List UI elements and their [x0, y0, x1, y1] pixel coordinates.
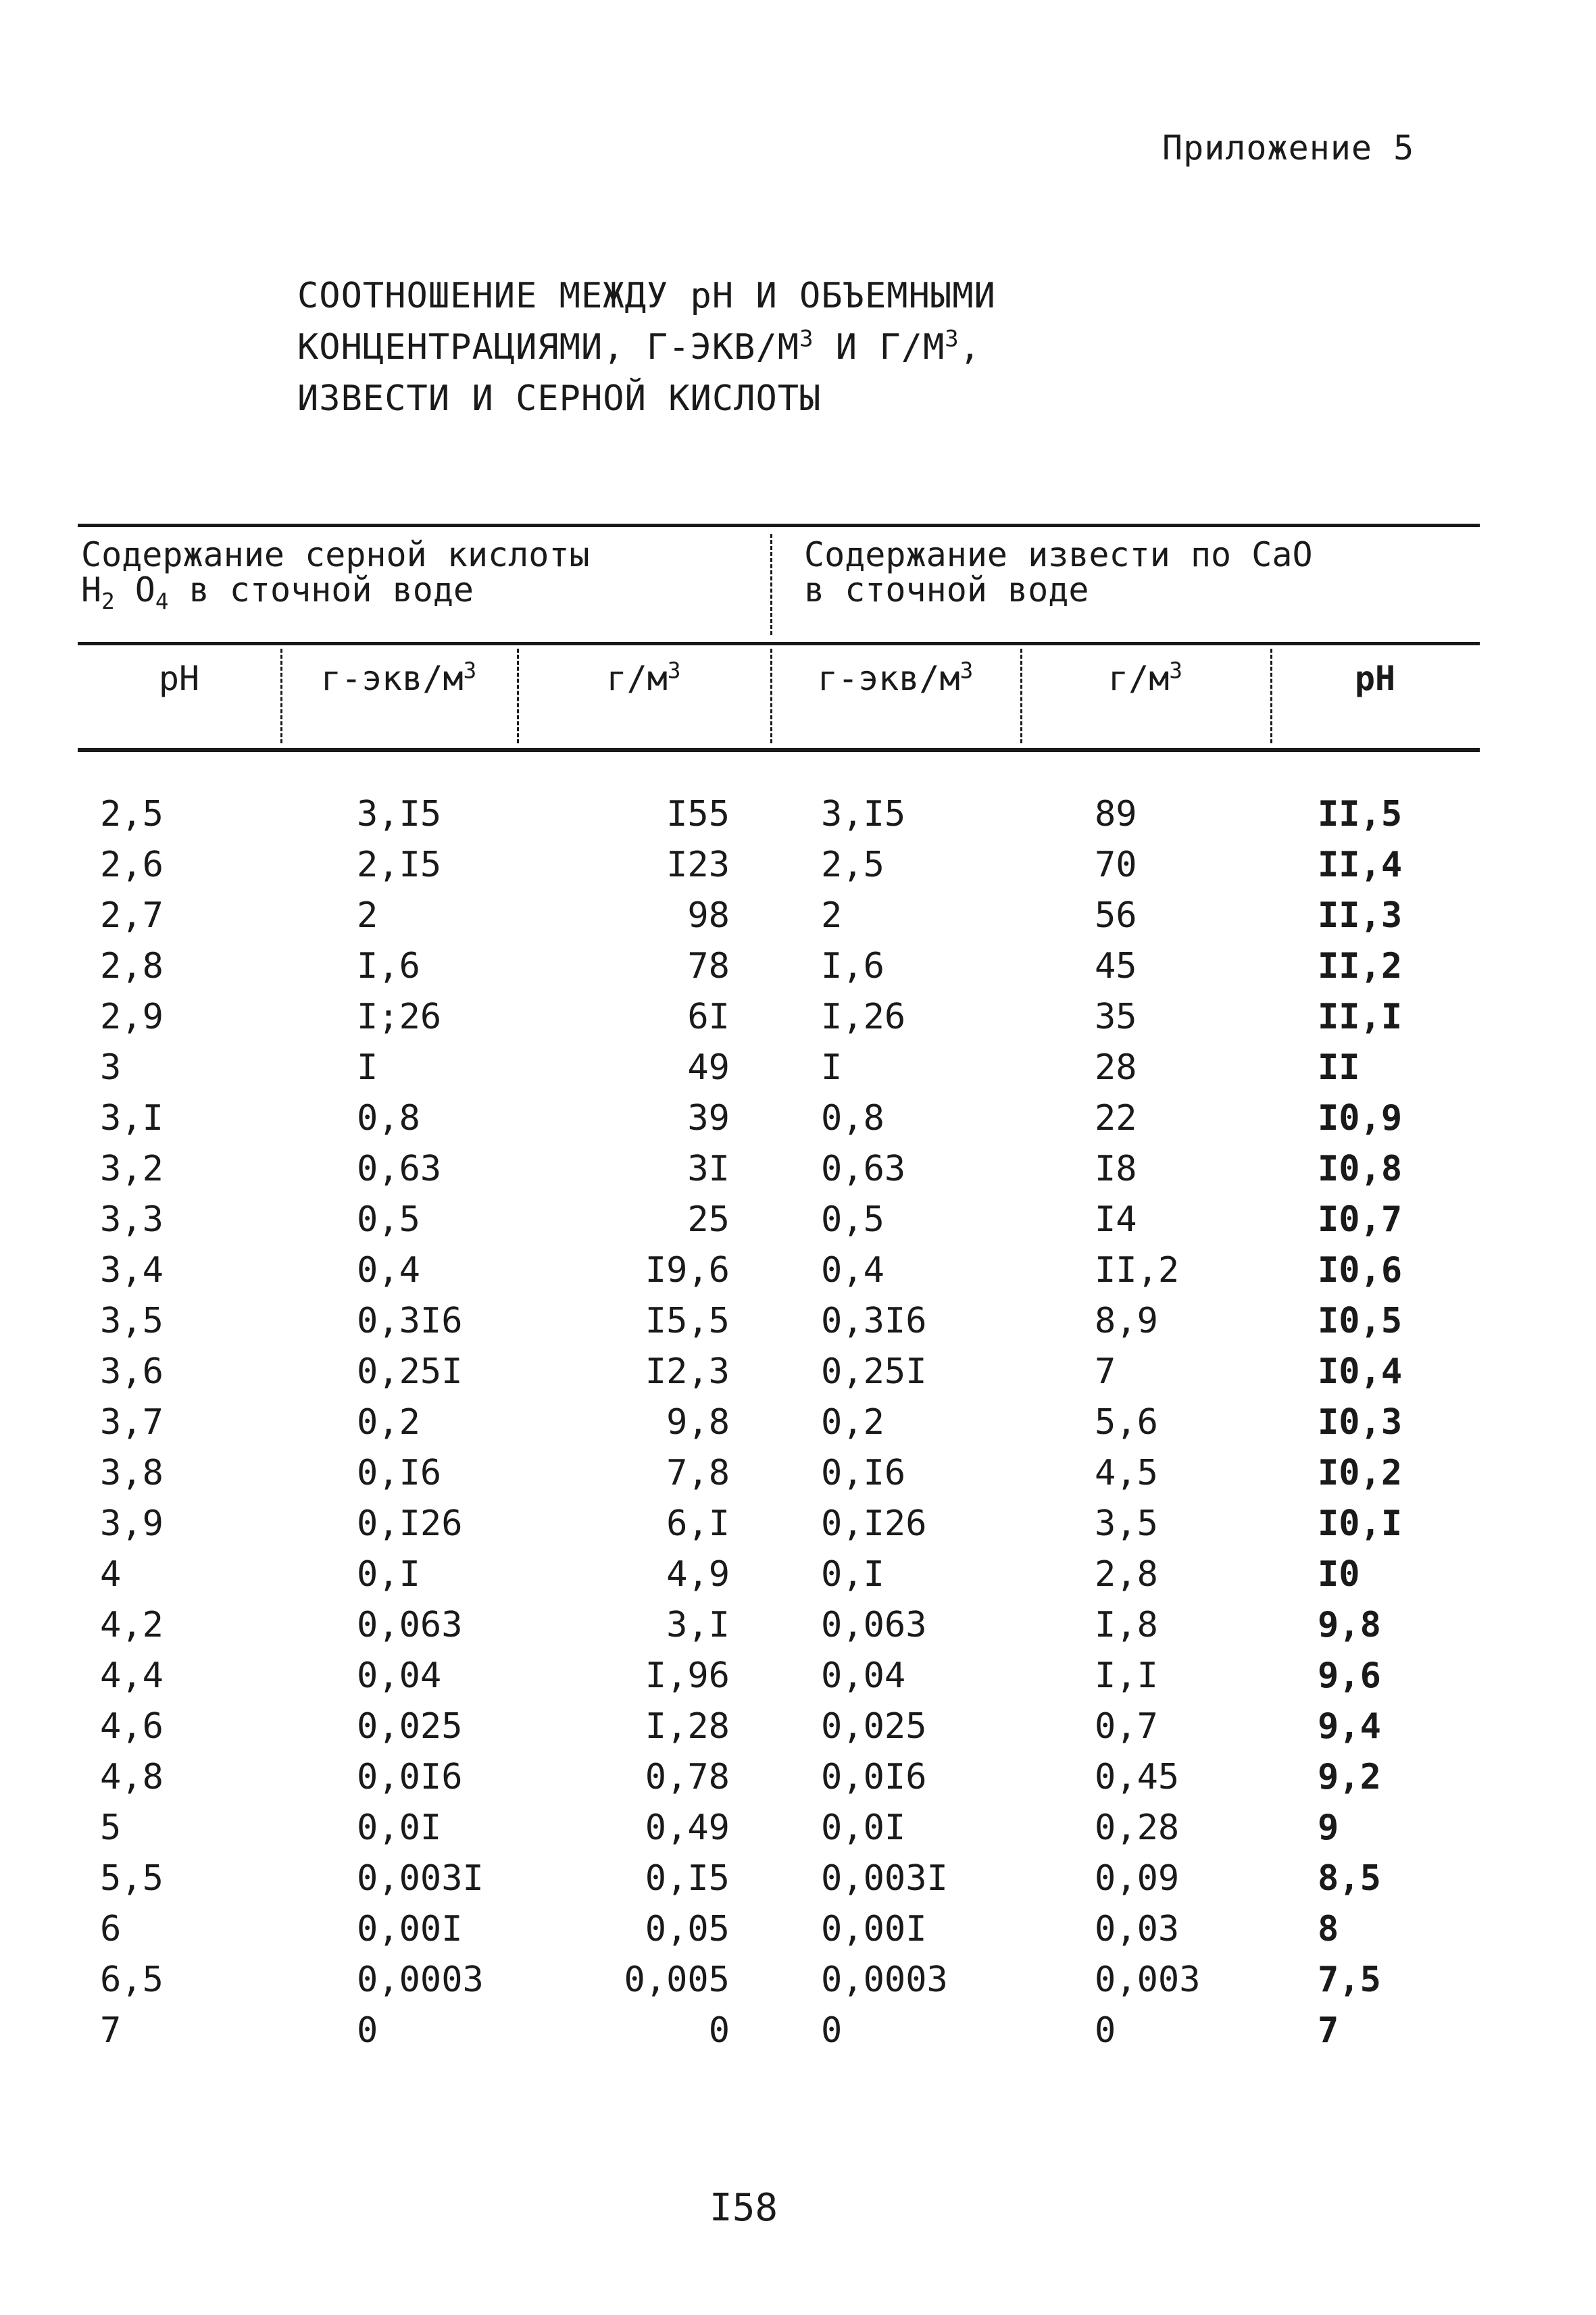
cell-g-acid: 9,8 — [666, 1402, 730, 1443]
cell-geq-lime: 0,I — [821, 1554, 884, 1595]
table-row — [0, 1904, 1596, 1955]
cell-g-lime: 8,9 — [1095, 1301, 1158, 1341]
cell-geq-lime: I,6 — [821, 946, 884, 987]
cell-geq-acid: 0,063 — [357, 1605, 463, 1645]
cell-geq-lime: 0,025 — [821, 1706, 927, 1747]
cell-ph-lime: 8 — [1318, 1909, 1339, 1949]
table-row — [0, 1144, 1596, 1195]
cell-g-acid: I,28 — [645, 1706, 730, 1747]
table-row — [0, 992, 1596, 1043]
cell-geq-lime: 0,063 — [821, 1605, 927, 1645]
cell-geq-lime: 3,I5 — [821, 794, 906, 835]
cell-g-lime: 4,5 — [1095, 1453, 1158, 1493]
table-row — [0, 1955, 1596, 2006]
cell-ph-acid: 2,5 — [100, 794, 164, 835]
column-header-ph-acid: pH — [158, 659, 200, 698]
column-header-ph-lime: pH — [1354, 659, 1396, 698]
cell-ph-acid: 2,8 — [100, 946, 164, 987]
cell-ph-acid: 2,7 — [100, 895, 164, 936]
cell-geq-acid: I — [357, 1047, 378, 1088]
cell-ph-acid: 3,2 — [100, 1149, 164, 1189]
cell-geq-lime: 0,0003 — [821, 1960, 948, 2000]
cell-ph-acid: 2,6 — [100, 845, 164, 885]
table-row — [0, 891, 1596, 941]
document-title — [297, 270, 1243, 424]
table-row — [0, 1397, 1596, 1448]
cell-ph-lime: I0,6 — [1318, 1250, 1403, 1291]
cell-geq-acid: 0,3I6 — [357, 1301, 463, 1341]
cell-g-acid: 6,I — [666, 1503, 730, 1544]
table-row — [0, 1600, 1596, 1651]
cell-ph-lime: I0,5 — [1318, 1301, 1403, 1341]
cell-ph-lime: 9,2 — [1318, 1757, 1381, 1797]
table-row — [0, 1043, 1596, 1093]
cell-geq-acid: 0,025 — [357, 1706, 463, 1747]
cell-ph-acid: 2,9 — [100, 997, 164, 1037]
group-divider — [770, 534, 772, 635]
cell-geq-acid: 0,0003 — [357, 1960, 484, 2000]
cell-geq-acid: 0,I — [357, 1554, 420, 1595]
cell-ph-lime: I0,2 — [1318, 1453, 1403, 1493]
cell-g-acid: 0,49 — [645, 1808, 730, 1848]
cell-g-lime: 0,09 — [1095, 1858, 1180, 1899]
cell-ph-acid: 3,4 — [100, 1250, 164, 1291]
cell-g-acid: 0,I5 — [645, 1858, 730, 1899]
cell-g-acid: 6I — [687, 997, 730, 1037]
cell-geq-acid: 0,63 — [357, 1149, 442, 1189]
cell-geq-acid: 0,I6 — [357, 1453, 442, 1493]
cell-g-lime: I,I — [1095, 1656, 1158, 1696]
cell-ph-acid: 3,3 — [100, 1199, 164, 1240]
cell-g-acid: I5,5 — [645, 1301, 730, 1341]
cell-geq-acid: 0,4 — [357, 1250, 420, 1291]
cell-g-lime: 3,5 — [1095, 1503, 1158, 1544]
cell-ph-lime: 9,8 — [1318, 1605, 1381, 1645]
title-line-3: ИЗВЕСТИ И СЕРНОЙ КИСЛОТЫ — [297, 378, 822, 419]
cell-ph-lime: I0,I — [1318, 1503, 1403, 1544]
cell-ph-lime: II,3 — [1318, 895, 1403, 936]
table-header-rule — [78, 748, 1480, 752]
table-row — [0, 1347, 1596, 1397]
cell-g-acid: 0,005 — [624, 1960, 730, 2000]
cell-geq-lime: 0,25I — [821, 1351, 927, 1392]
cell-geq-acid: 0,25I — [357, 1351, 463, 1392]
table-row — [0, 1549, 1596, 1600]
cell-g-lime: I8 — [1095, 1149, 1137, 1189]
cell-g-lime: I,8 — [1095, 1605, 1158, 1645]
cell-ph-lime: 7,5 — [1318, 1960, 1381, 2000]
cell-ph-lime: 9,4 — [1318, 1706, 1381, 1747]
cell-geq-acid: 0,8 — [357, 1098, 420, 1139]
cell-geq-lime: 0,63 — [821, 1149, 906, 1189]
cell-g-lime: 28 — [1095, 1047, 1137, 1088]
table-row — [0, 840, 1596, 891]
cell-g-lime: II,2 — [1095, 1250, 1180, 1291]
cell-g-lime: 7 — [1095, 1351, 1116, 1392]
cell-ph-lime: I0,4 — [1318, 1351, 1403, 1392]
cell-ph-lime: I0,7 — [1318, 1199, 1403, 1240]
table-row — [0, 1195, 1596, 1245]
cell-g-acid: I2,3 — [645, 1351, 730, 1392]
cell-g-lime: 89 — [1095, 794, 1137, 835]
cell-g-acid: 0,78 — [645, 1757, 730, 1797]
cell-ph-acid: 4,4 — [100, 1656, 164, 1696]
cell-ph-acid: 3,I — [100, 1098, 164, 1139]
table-row — [0, 1499, 1596, 1549]
cell-geq-acid: I;26 — [357, 997, 442, 1037]
cell-g-lime: 0,45 — [1095, 1757, 1180, 1797]
cell-geq-lime: 0,I6 — [821, 1453, 906, 1493]
table-row — [0, 1296, 1596, 1347]
cell-g-lime: 22 — [1095, 1098, 1137, 1139]
table-row — [0, 1448, 1596, 1499]
cell-geq-acid: 0 — [357, 2010, 378, 2051]
cell-ph-acid: 4,8 — [100, 1757, 164, 1797]
cell-ph-acid: 3 — [100, 1047, 122, 1088]
cell-g-lime: 56 — [1095, 895, 1137, 936]
title-line-2: КОНЦЕНТРАЦИЯМИ, $Г-ЭКВ/М^3$ И $Г/М^3$, — [297, 325, 981, 368]
cell-ph-acid: 4,6 — [100, 1706, 164, 1747]
cell-geq-lime: 2,5 — [821, 845, 884, 885]
table-row — [0, 1651, 1596, 1701]
lime-group-header: Содержание извести по CaO в сточной воде — [804, 535, 1313, 609]
cell-geq-lime: 0,4 — [821, 1250, 884, 1291]
column-header-geq-acid: $г-экв/м^3$ — [320, 657, 477, 698]
cell-ph-lime: 7 — [1318, 2010, 1339, 2051]
appendix-label: Приложение 5 — [1162, 128, 1415, 168]
table-row — [0, 1245, 1596, 1296]
cell-ph-acid: 3,5 — [100, 1301, 164, 1341]
cell-ph-lime: II,2 — [1318, 946, 1403, 987]
cell-geq-lime: 0,003I — [821, 1858, 948, 1899]
cell-ph-acid: 6,5 — [100, 1960, 164, 2000]
cell-g-lime: 0,003 — [1095, 1960, 1201, 2000]
column-header-g-acid: $г/м^3$ — [606, 657, 681, 698]
cell-g-acid: 98 — [687, 895, 730, 936]
cell-ph-lime: 8,5 — [1318, 1858, 1381, 1899]
cell-geq-lime: 0,2 — [821, 1402, 884, 1443]
cell-geq-lime: 2 — [821, 895, 843, 936]
cell-ph-lime: II,I — [1318, 997, 1403, 1037]
table-row — [0, 2006, 1596, 2056]
cell-geq-lime: I,26 — [821, 997, 906, 1037]
cell-ph-acid: 3,9 — [100, 1503, 164, 1544]
cell-g-acid: 25 — [687, 1199, 730, 1240]
cell-g-lime: 2,8 — [1095, 1554, 1158, 1595]
cell-ph-acid: 5,5 — [100, 1858, 164, 1899]
cell-g-lime: I4 — [1095, 1199, 1137, 1240]
cell-geq-acid: 3,I5 — [357, 794, 442, 835]
cell-ph-lime: II — [1318, 1047, 1360, 1088]
cell-ph-acid: 5 — [100, 1808, 122, 1848]
cell-geq-acid: 0,0I — [357, 1808, 442, 1848]
cell-ph-lime: 9 — [1318, 1808, 1339, 1848]
cell-ph-acid: 3,6 — [100, 1351, 164, 1392]
column-header-geq-lime: $г-экв/м^3$ — [817, 657, 974, 698]
cell-ph-lime: I0,9 — [1318, 1098, 1403, 1139]
cell-g-lime: 45 — [1095, 946, 1137, 987]
cell-g-acid: 39 — [687, 1098, 730, 1139]
cell-geq-acid: 0,5 — [357, 1199, 420, 1240]
table-row — [0, 1701, 1596, 1752]
cell-g-acid: I9,6 — [645, 1250, 730, 1291]
cell-ph-lime: II,5 — [1318, 794, 1403, 835]
cell-g-acid: 78 — [687, 946, 730, 987]
table-row — [0, 1752, 1596, 1803]
cell-g-acid: 49 — [687, 1047, 730, 1088]
cell-ph-acid: 3,8 — [100, 1453, 164, 1493]
cell-geq-acid: 0,2 — [357, 1402, 420, 1443]
cell-g-lime: 0,03 — [1095, 1909, 1180, 1949]
cell-geq-acid: 0,I26 — [357, 1503, 463, 1544]
cell-g-acid: I23 — [666, 845, 730, 885]
cell-geq-lime: 0 — [821, 2010, 843, 2051]
acid-group-header: Содержание серной кислоты $H_2$ $O_4$ в сточной воде — [81, 535, 590, 614]
cell-ph-lime: I0 — [1318, 1554, 1360, 1595]
title-line-1: СООТНОШЕНИЕ МЕЖДУ pH И ОБЪЕМНЫМИ — [297, 276, 996, 316]
cell-g-acid: 0,05 — [645, 1909, 730, 1949]
cell-geq-acid: 0,0I6 — [357, 1757, 463, 1797]
page-number: I58 — [709, 2186, 778, 2230]
cell-geq-acid: 2 — [357, 895, 378, 936]
cell-geq-lime: I — [821, 1047, 843, 1088]
cell-g-lime: 0,28 — [1095, 1808, 1180, 1848]
table-row — [0, 1093, 1596, 1144]
cell-ph-lime: I0,3 — [1318, 1402, 1403, 1443]
cell-g-acid: I,96 — [645, 1656, 730, 1696]
cell-g-acid: I55 — [666, 794, 730, 835]
cell-g-lime: 5,6 — [1095, 1402, 1158, 1443]
cell-geq-lime: 0,I26 — [821, 1503, 927, 1544]
cell-g-acid: 7,8 — [666, 1453, 730, 1493]
table-row — [0, 1853, 1596, 1904]
cell-g-acid: 4,9 — [666, 1554, 730, 1595]
table-row — [0, 789, 1596, 840]
cell-g-lime: 0,7 — [1095, 1706, 1158, 1747]
cell-geq-lime: 0,04 — [821, 1656, 906, 1696]
table-group-rule — [78, 642, 1480, 645]
cell-ph-acid: 4,2 — [100, 1605, 164, 1645]
cell-ph-lime: 9,6 — [1318, 1656, 1381, 1696]
cell-geq-lime: 0,00I — [821, 1909, 927, 1949]
cell-geq-lime: 0,0I — [821, 1808, 906, 1848]
cell-ph-lime: I0,8 — [1318, 1149, 1403, 1189]
cell-ph-lime: II,4 — [1318, 845, 1403, 885]
cell-geq-lime: 0,0I6 — [821, 1757, 927, 1797]
cell-g-lime: 70 — [1095, 845, 1137, 885]
table-row — [0, 1803, 1596, 1853]
cell-geq-acid: 2,I5 — [357, 845, 442, 885]
cell-ph-acid: 3,7 — [100, 1402, 164, 1443]
table-body — [0, 789, 1596, 2056]
cell-g-acid: 3,I — [666, 1605, 730, 1645]
cell-geq-lime: 0,8 — [821, 1098, 884, 1139]
cell-geq-acid: 0,04 — [357, 1656, 442, 1696]
cell-ph-acid: 6 — [100, 1909, 122, 1949]
cell-geq-lime: 0,3I6 — [821, 1301, 927, 1341]
cell-geq-acid: 0,00I — [357, 1909, 463, 1949]
cell-ph-acid: 7 — [100, 2010, 122, 2051]
cell-g-lime: 0 — [1095, 2010, 1116, 2051]
cell-geq-acid: I,6 — [357, 946, 420, 987]
cell-geq-acid: 0,003I — [357, 1858, 484, 1899]
cell-g-acid: 3I — [687, 1149, 730, 1189]
table-top-rule — [78, 524, 1480, 527]
column-header-g-lime: $г/м^3$ — [1108, 657, 1182, 698]
cell-ph-acid: 4 — [100, 1554, 122, 1595]
cell-g-acid: 0 — [708, 2010, 730, 2051]
cell-g-lime: 35 — [1095, 997, 1137, 1037]
cell-geq-lime: 0,5 — [821, 1199, 884, 1240]
table-row — [0, 941, 1596, 992]
